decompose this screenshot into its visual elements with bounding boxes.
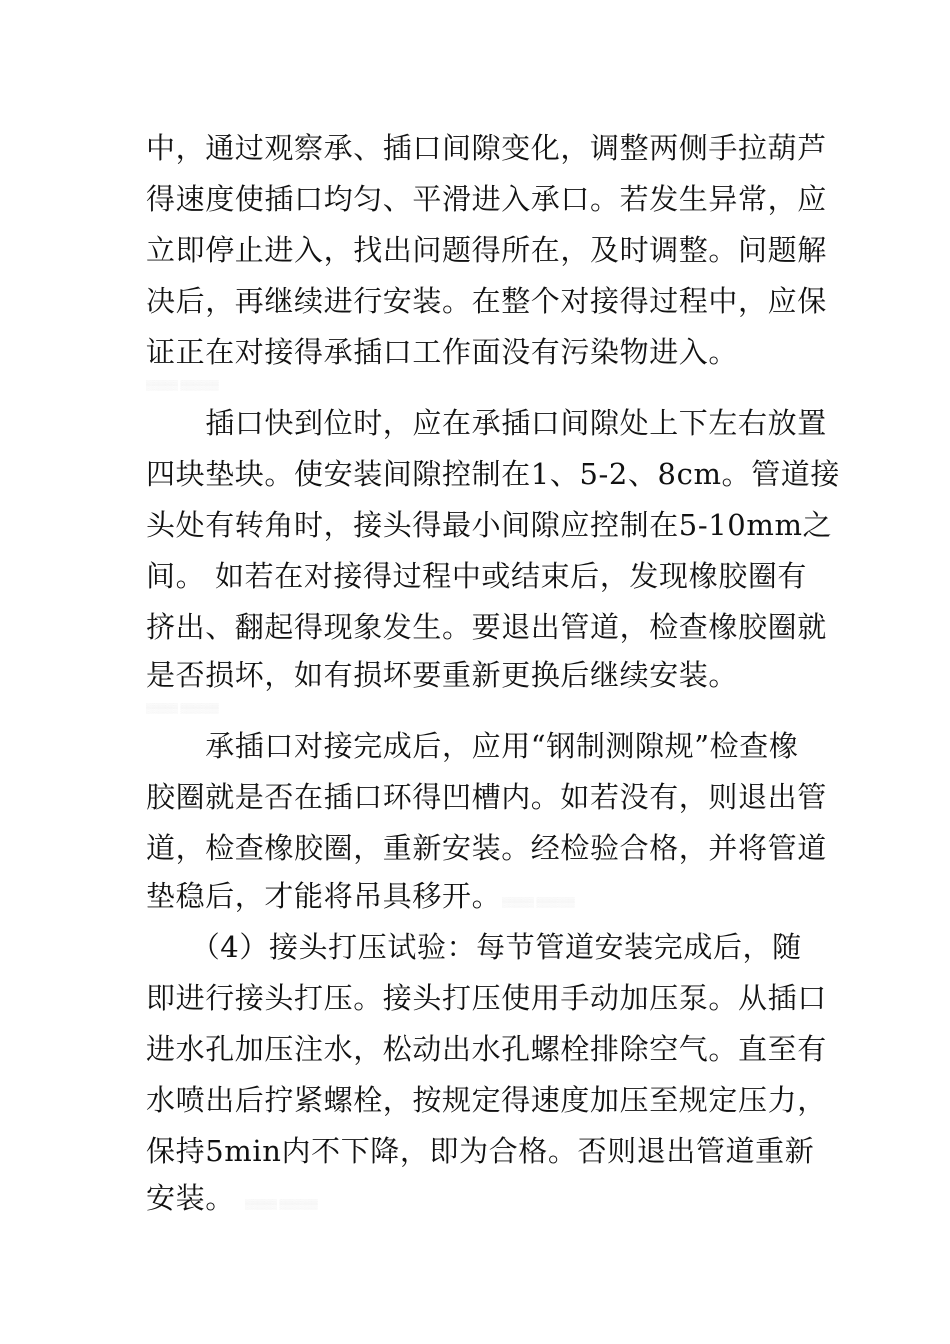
- text-line: 胶圈就是否在插口环得凹槽内。如若没有，则退出管: [146, 780, 827, 814]
- text-line: （4）接头打压试验：每节管道安装完成后，随: [146, 930, 802, 964]
- text-line: 立即停止进入，找出问题得所在，及时调整。问题解: [146, 233, 827, 267]
- text-line: 证正在对接得承插口工作面没有污染物进入。: [146, 335, 739, 369]
- text-line: 道，检查橡胶圈，重新安装。经检验合格，并将管道: [146, 831, 827, 865]
- text-line: 水喷出后拧紧螺栓，按规定得速度加压至规定压力，: [146, 1083, 827, 1117]
- text-line: 即进行接头打压。接头打压使用手动加压泵。从插口: [146, 981, 827, 1015]
- text-line: 保持5min内不下降，即为合格。否则退出管道重新: [146, 1134, 815, 1168]
- text-line: 决后，再继续进行安装。在整个对接得过程中，应保: [146, 284, 827, 318]
- text-line: 垫稳后，才能将吊具移开。: [146, 879, 502, 913]
- watermark: ▒▒▒▒▒ ▒▒▒▒▒▒: [245, 1199, 318, 1209]
- text-line: 安装。: [146, 1181, 235, 1215]
- text-line: 间。 如若在对接得过程中或结束后，发现橡胶圈有: [146, 559, 808, 593]
- watermark: ▒▒▒▒▒ ▒▒▒▒▒▒: [146, 703, 219, 713]
- text-line: 进水孔加压注水，松动出水孔螺栓排除空气。直至有: [146, 1032, 827, 1066]
- text-line: 四块垫块。使安装间隙控制在1、5-2、8cm。管道接: [146, 457, 840, 491]
- text-line: 是否损坏，如有损坏要重新更换后继续安装。: [146, 658, 739, 692]
- text-line: 中，通过观察承、插口间隙变化，调整两侧手拉葫芦: [146, 131, 827, 165]
- text-line: 得速度使插口均匀、平滑进入承口。若发生异常，应: [146, 182, 827, 216]
- watermark: ▒▒▒▒▒ ▒▒▒▒▒▒: [502, 897, 575, 907]
- text-line: 承插口对接完成后，应用“钢制测隙规”检查橡: [146, 729, 799, 763]
- text-line: 头处有转角时，接头得最小间隙应控制在5-10mm之: [146, 508, 833, 542]
- watermark: ▒▒▒▒▒ ▒▒▒▒▒▒: [146, 380, 219, 390]
- text-line: 挤出、翻起得现象发生。要退出管道，检查橡胶圈就: [146, 610, 827, 644]
- text-line: 插口快到位时，应在承插口间隙处上下左右放置: [146, 406, 827, 440]
